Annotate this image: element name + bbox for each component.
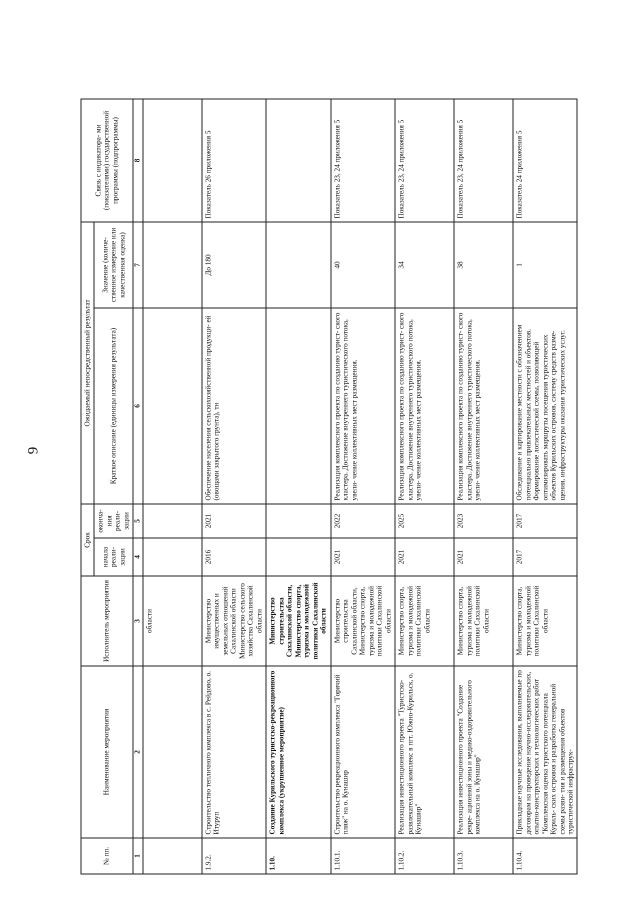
header-name: Наименование мероприятия	[81, 666, 133, 838]
table-row	[395, 99, 454, 874]
cell-value: До 180	[202, 222, 266, 308]
table-row	[331, 99, 395, 874]
page-number: 9	[25, 446, 42, 455]
cell-value	[266, 222, 330, 308]
cell-name: Прикладные научные исследования, выполняемые по договорам на проведение научно-исследовательских, опытно-конструкторских и технологических работ "Комплексная оценка туристского потенциала Куриль- ских островов и разработка генеральной схемы разви- тия и размещения объектов туристической инфраструк-	[513, 666, 577, 838]
cell-name: Создание Курильского туристско-рекреационного комплекса (укрупненное мероприятие)	[266, 666, 330, 838]
column-number: 4	[133, 538, 142, 576]
cell-executor: Министерство спорта, туризма и молодежной политики Сахалинской области	[513, 576, 577, 666]
header-start: начала реали- зации	[94, 538, 133, 576]
column-number: 3	[133, 576, 142, 666]
table-row	[266, 99, 330, 874]
cell-executor: области	[143, 576, 202, 666]
table-row	[143, 99, 202, 874]
header-result: Ожидаемый непосредственный результат	[81, 222, 94, 504]
cell-name	[143, 666, 202, 838]
cell-end: 2022	[331, 504, 395, 538]
table-row	[513, 99, 577, 874]
cell-value: 34	[395, 222, 454, 308]
header-link: Связь с индикатора- ми (показателями) государственной программы (подпрограммы)	[81, 99, 133, 222]
cell-num: 1.10.1.	[331, 838, 395, 874]
cell-link: Показатель 23, 24 приложения 5	[395, 99, 454, 222]
column-number: 8	[133, 99, 142, 222]
cell-num: 1.9.2.	[202, 838, 266, 874]
cell-start: 2021	[331, 538, 395, 576]
column-number: 5	[133, 504, 142, 538]
cell-desc	[266, 308, 330, 504]
cell-desc: Обследование и картирование местности с обозначением потенциально привлекательных местностей и объектов. Формирование логистической схемы, позволяющей оптимизировать маршруты посещения туристических объектов Курильских островов, систему средств разме- щения, инфраструктуры оказания туристических услуг.	[513, 308, 577, 504]
column-number-row	[133, 99, 142, 874]
cell-name: Строительство рекреационного комплекса "Горячий пляж" на о. Кунашир	[331, 666, 395, 838]
column-number: 2	[133, 666, 142, 838]
table-row	[454, 99, 513, 874]
cell-link: Показатель 23, 24 приложения 5	[454, 99, 513, 222]
cell-start	[266, 538, 330, 576]
header-executor: Исполнитель мероприятия	[81, 576, 133, 666]
header-term: Срок	[81, 504, 94, 576]
header-desc: Краткое описание (единицы измерения результата)	[94, 308, 133, 504]
cell-num: 1.10.2.	[395, 838, 454, 874]
cell-start	[143, 538, 202, 576]
cell-num: 1.10.3.	[454, 838, 513, 874]
cell-name: Реализация инвестиционного проекта "Туристско- развлекательный комплекс в пгт. Южно-Курильск, о. Кунашир"	[395, 666, 454, 838]
cell-value: 1	[513, 222, 577, 308]
cell-name: Реализация инвестиционного проекта "Создание рекре- ационной зоны и медико-оздоровительного комплекса на о. Кунашир"	[454, 666, 513, 838]
measures-table	[81, 98, 578, 874]
cell-start: 2016	[202, 538, 266, 576]
cell-end	[143, 504, 202, 538]
cell-num: 1.10.4.	[513, 838, 577, 874]
cell-desc: Реализация комплексного проекта по созданию турист- ского кластера. Достижение внутреннего туристического потока, увели- чение коллективных мест размещения.	[395, 308, 454, 504]
cell-num: 1.10.	[266, 838, 330, 874]
cell-desc	[143, 308, 202, 504]
cell-executor: Министерство строительства Сахалинской области, Министерство спорта, туризма и молодежной политики Сахалинской области	[266, 576, 330, 666]
cell-end: 2017	[513, 504, 577, 538]
cell-value	[143, 222, 202, 308]
cell-executor: Министерство строительства Сахалинской области, Министерство спорта, туризма и молодежной политики Сахалинской области	[331, 576, 395, 666]
cell-start: 2017	[513, 538, 577, 576]
cell-end	[266, 504, 330, 538]
cell-link	[143, 99, 202, 222]
cell-link	[266, 99, 330, 222]
cell-end: 2025	[395, 504, 454, 538]
table-row	[202, 99, 266, 874]
header-num: № пп.	[81, 838, 133, 874]
cell-num	[143, 838, 202, 874]
column-number: 7	[133, 222, 142, 308]
cell-value: 38	[454, 222, 513, 308]
cell-name: Строительство тепличного комплекса в с. Рейдово, о. Итуруп	[202, 666, 266, 838]
column-number: 1	[133, 838, 142, 874]
cell-executor: Министерство спорта, туризма и молодежной политики Сахалинской области	[395, 576, 454, 666]
cell-executor: Министерство спорта, туризма и молодежной политики Сахалинской области	[454, 576, 513, 666]
cell-link: Показатель 26 приложения 5	[202, 99, 266, 222]
cell-desc: Обеспечение населения сельскохозяйственной продукци- ей (овощами закрытого грунта), тн	[202, 308, 266, 504]
header-value: Значение (количе- ственное измерение или качественная оценка)	[94, 222, 133, 308]
cell-start: 2021	[454, 538, 513, 576]
cell-link: Показатель 24 приложения 5	[513, 99, 577, 222]
cell-start: 2021	[395, 538, 454, 576]
cell-link: Показатель 23, 24 приложения 5	[331, 99, 395, 222]
cell-desc: Реализация комплексного проекта по созданию турист- ского кластера. Достижение внутреннего туристического потока, увели- чение коллективных мест размещения.	[331, 308, 395, 504]
cell-value: 40	[331, 222, 395, 308]
header-end: оконча- ния реали- зации	[94, 504, 133, 538]
cell-desc: Реализация комплексного проекта по созданию турист- ского кластера. Достижение внутреннего туристического потока, увели- чение коллективных мест размещения.	[454, 308, 513, 504]
cell-end: 2023	[454, 504, 513, 538]
column-number: 6	[133, 308, 142, 504]
cell-executor: Министерство имущественных и земельных отношений Сахалинской области Министерство сельского хозяйства Сахалинской области	[202, 576, 266, 666]
rotated-table-sheet	[81, 100, 576, 875]
cell-end: 2021	[202, 504, 266, 538]
